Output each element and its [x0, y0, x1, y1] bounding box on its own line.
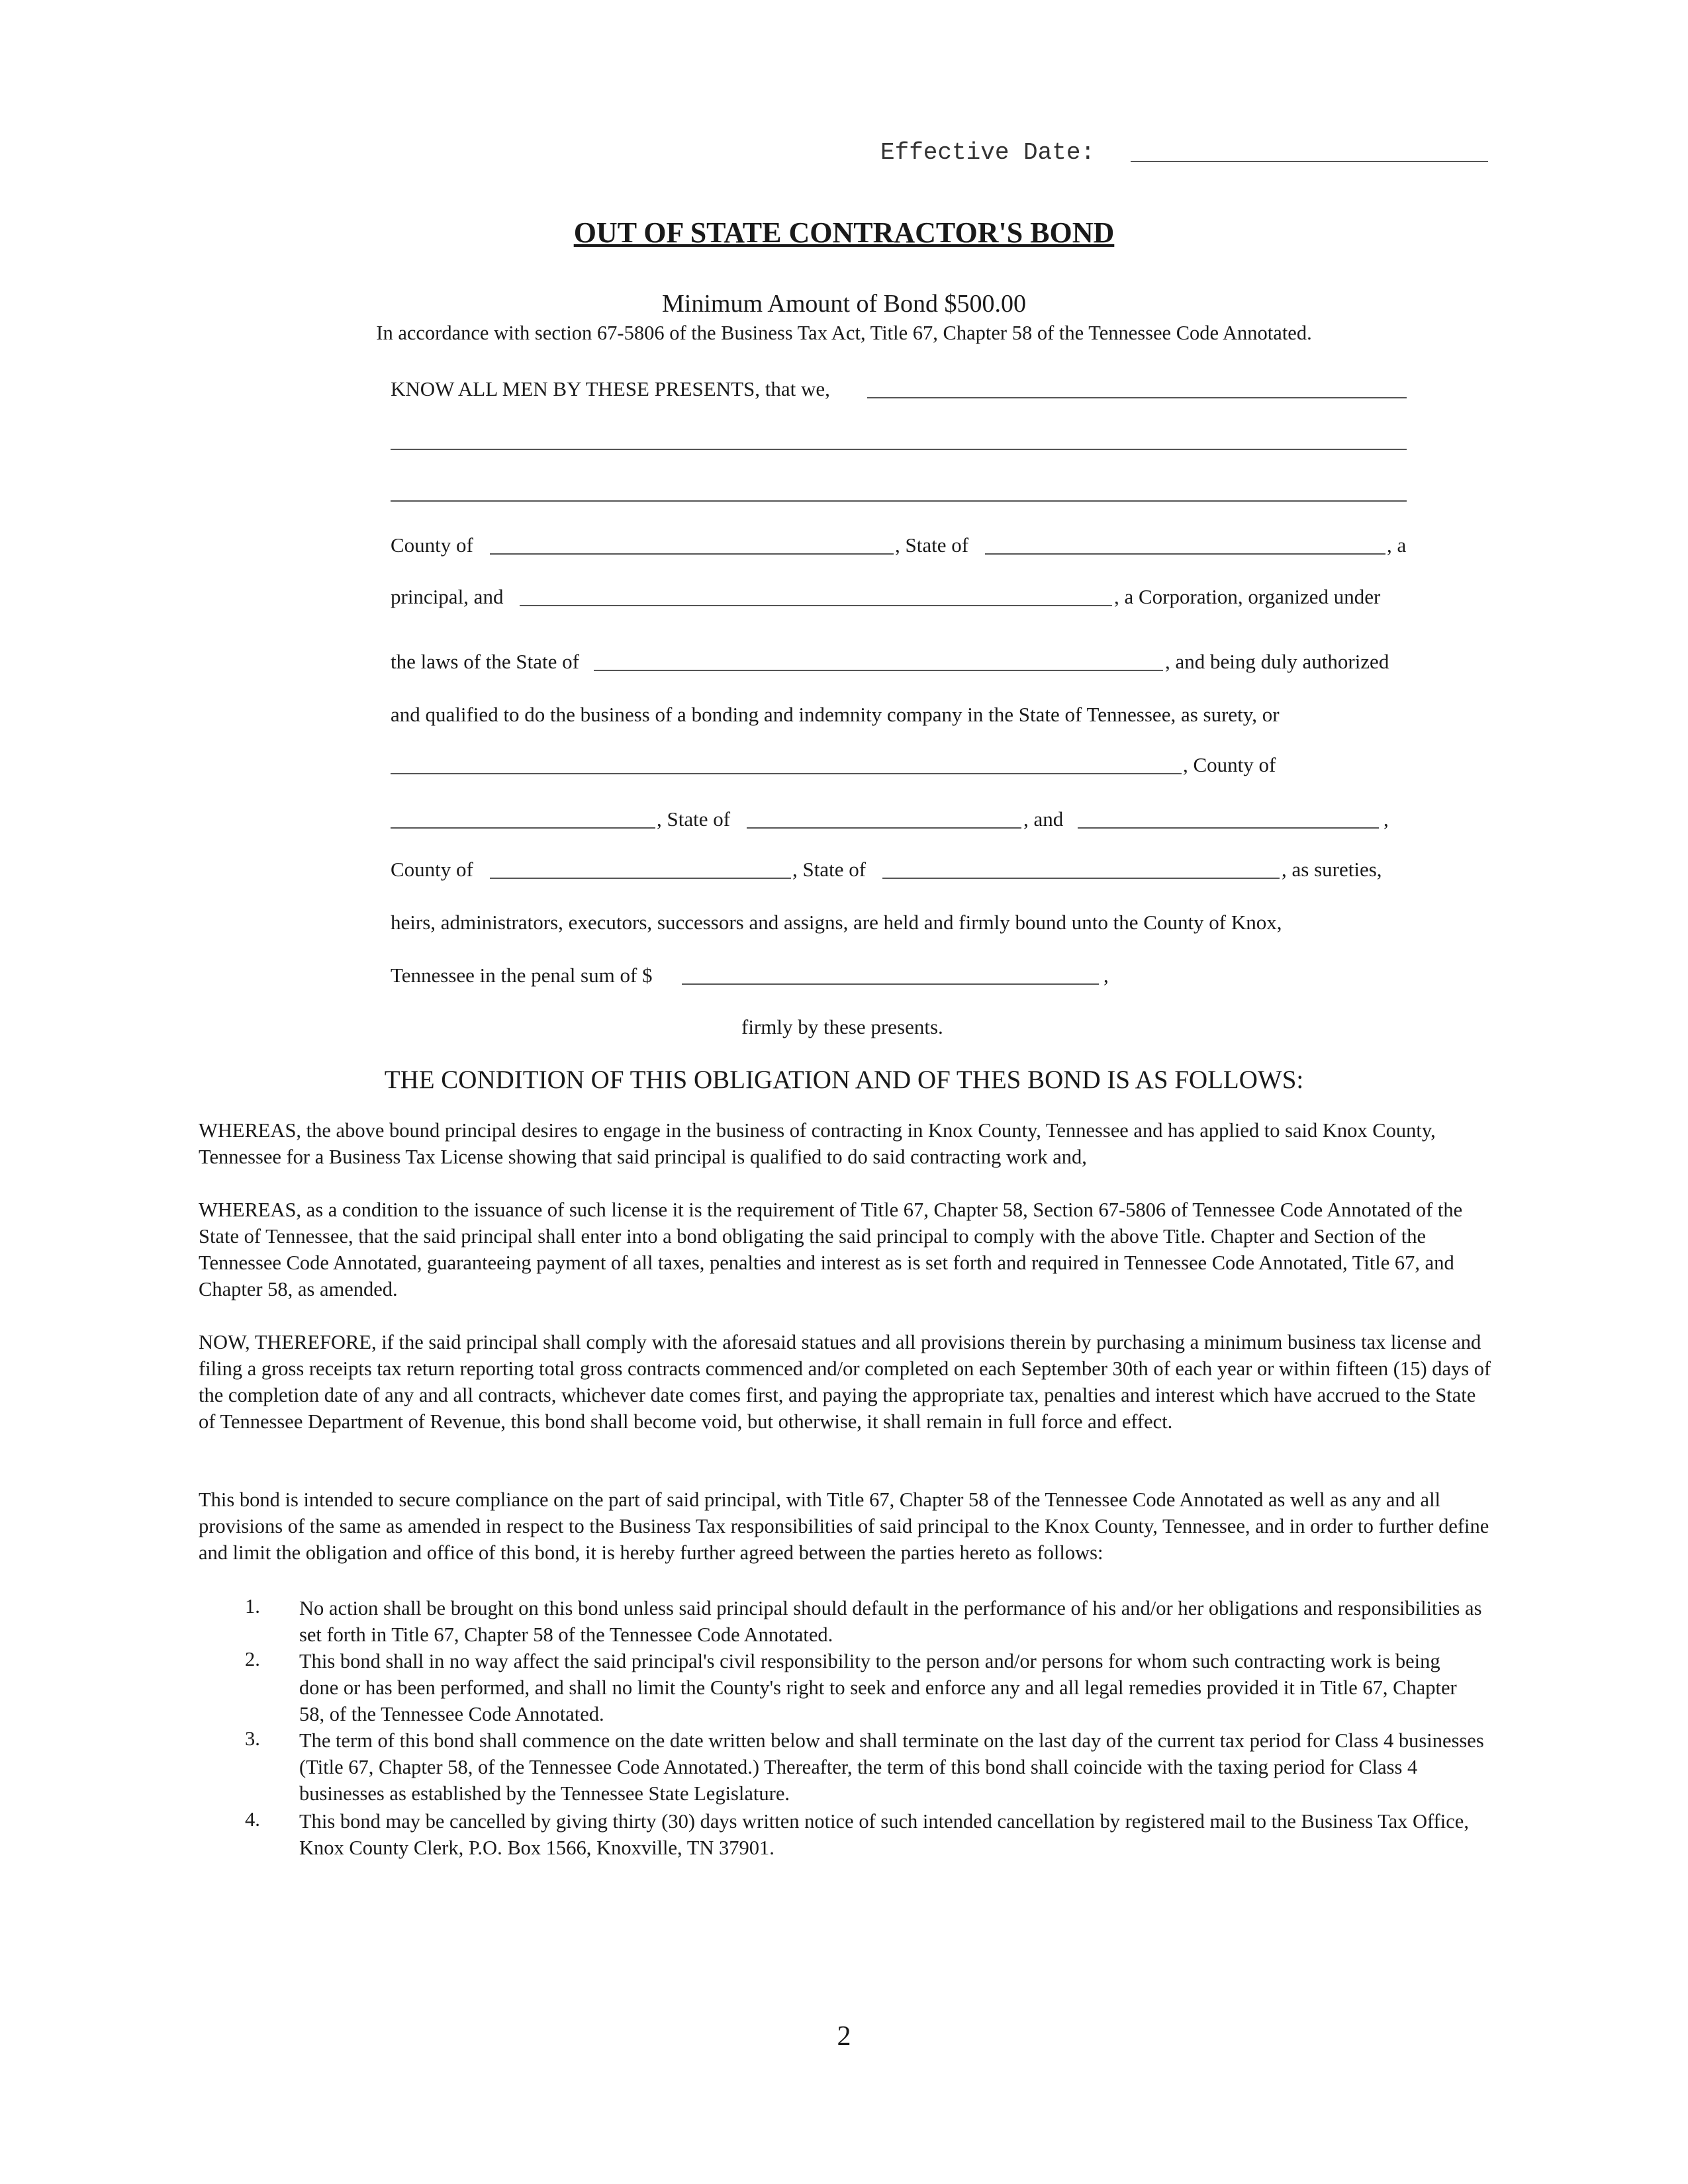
item-text-2: This bond shall in no way affect the said principal's civil responsibility to the person and/or persons for whom such contracting work is being done or has been performed, and shall no limit the County's right to seek and enforce any and all legal remedies provided it in Title 67, Chapter 58, of the Tennessee Code Annotated. — [299, 1650, 1457, 1725]
county-of-label-3: County of — [391, 858, 473, 881]
corporation-organized-text: , a Corporation, organized under — [1114, 585, 1381, 608]
condition-heading: THE CONDITION OF THIS OBLIGATION AND OF THES BOND IS AS FOLLOWS: — [384, 1066, 1304, 1094]
paragraph-whereas-2: WHEREAS, as a condition to the issuance of such license it is the requirement of Title 67, Chapter 58, Section 67-5806 of Tennessee Code Annotated of the State of Tennessee, that the said principal shall enter into a bond obligating the said principal to comply with the above Title. Chapter and Section of the Tennessee Code Annotated, guaranteeing payment of all taxes, penalties and interest as is set forth and required in Tennessee Code Annotated, Title 67, and Chapter 58, as amended. — [199, 1199, 1463, 1300]
state-field-1[interactable] — [985, 553, 1385, 555]
page-title: OUT OF STATE CONTRACTOR'S BOND — [573, 216, 1115, 249]
laws-of-state-label: the laws of the State of — [391, 650, 579, 673]
penal-sum-field[interactable] — [682, 983, 1099, 985]
principal-name-field-1[interactable] — [867, 397, 1407, 398]
state-of-label-1: , State of — [895, 533, 969, 557]
second-surety-field[interactable] — [1078, 827, 1379, 829]
penal-sum-comma: , — [1103, 964, 1109, 987]
page-number: 2 — [837, 2021, 851, 2052]
comma-a-text: , a — [1387, 533, 1407, 557]
paragraph-intent: This bond is intended to secure compliance on the part of said principal, with Title 67, Chapter 58 of the Tennessee Code Annotated as well as any and all provisions of the same as amended in respect to the Business Tax responsibilities of said principal to the Knox County, Tennessee, and in order to further define and limit the obligation and office of this bond, it is hereby further agreed between the parties hereto as follows: — [199, 1488, 1489, 1564]
accordance-text: In accordance with section 67-5806 of the Business Tax Act, Title 67, Chapter 58 of the Tennessee Code Annotated. — [376, 322, 1312, 344]
duly-authorized-text: , and being duly authorized — [1165, 650, 1389, 673]
heirs-text: heirs, administrators, executors, successors and assigns, are held and firmly bound unto the County of Knox, — [391, 911, 1282, 934]
and-text: , and — [1023, 807, 1064, 831]
comma-text: , — [1383, 807, 1389, 831]
principal-name-field-2[interactable] — [391, 449, 1407, 450]
firmly-text: firmly by these presents. — [741, 1015, 943, 1038]
state-of-label-2: , State of — [657, 807, 731, 831]
know-all-men-text: KNOW ALL MEN BY THESE PRESENTS, that we, — [391, 377, 830, 400]
item-number-2: 2. — [245, 1648, 260, 1670]
as-sureties-text: , as sureties, — [1282, 858, 1382, 881]
county-field-1[interactable] — [490, 553, 894, 555]
item-text-1: No action shall be brought on this bond unless said principal should default in the performance of his and/or her obligations and responsibilities as set forth in Title 67, Chapter 58 of the Tennessee Code Annotated. — [299, 1597, 1482, 1646]
state-field-3[interactable] — [882, 878, 1280, 879]
item-text-4: This bond may be cancelled by giving thirty (30) days written notice of such intended cancellation by registered mail to the Business Tax Office, Knox County Clerk, P.O. Box 1566, Knoxville, TN 37901. — [299, 1810, 1469, 1859]
individual-surety-field[interactable] — [391, 773, 1182, 774]
county-of-label-2: , County of — [1183, 753, 1276, 776]
effective-date-label: Effective Date: — [880, 139, 1096, 166]
effective-date-field[interactable] — [1131, 161, 1488, 162]
item-number-1: 1. — [245, 1595, 260, 1617]
item-number-3: 3. — [245, 1727, 260, 1750]
item-text-3: The term of this bond shall commence on the date written below and shall terminate on the last day of the current tax period for Class 4 businesses (Title 67, Chapter 58, of the Tennessee Code Annotated.) Thereafter, the term of this bond shall coincide with the taxing period for Class 4 businesses as established by the Tennessee State Legislature. — [299, 1729, 1484, 1805]
paragraph-now-therefore: NOW, THEREFORE, if the said principal shall comply with the aforesaid statues and all provisions therein by purchasing a minimum business tax license and filing a gross receipts tax return reporting total gross contracts commenced and/or completed on each September 30th of each year or within fifteen (15) days of the completion date of any and all contracts, whichever date comes first, and paying the appropriate tax, penalties and interest which have accrued to the State of Tennessee Department of Revenue, this bond shall become void, but otherwise, it shall remain in full force and effect. — [199, 1331, 1491, 1433]
state-of-label-3: , State of — [792, 858, 867, 881]
minimum-amount-subtitle: Minimum Amount of Bond $500.00 — [662, 290, 1026, 318]
principal-and-label: principal, and — [391, 585, 504, 608]
qualified-text: and qualified to do the business of a bonding and indemnity company in the State of Tennessee, as surety, or — [391, 703, 1280, 726]
county-field-3[interactable] — [490, 878, 791, 879]
surety-corporation-field[interactable] — [520, 605, 1112, 606]
state-field-2[interactable] — [747, 827, 1021, 829]
county-field-2[interactable] — [391, 827, 655, 829]
corporation-state-field[interactable] — [594, 670, 1163, 671]
penal-sum-label: Tennessee in the penal sum of $ — [391, 964, 653, 987]
principal-name-field-3[interactable] — [391, 500, 1407, 502]
item-number-4: 4. — [245, 1808, 260, 1831]
paragraph-whereas-1: WHEREAS, the above bound principal desires to engage in the business of contracting in Knox County, Tennessee and has applied to said Knox County, Tennessee for a Business Tax License showing that said principal is qualified to do said contracting work and, — [199, 1119, 1436, 1168]
county-of-label-1: County of — [391, 533, 473, 557]
